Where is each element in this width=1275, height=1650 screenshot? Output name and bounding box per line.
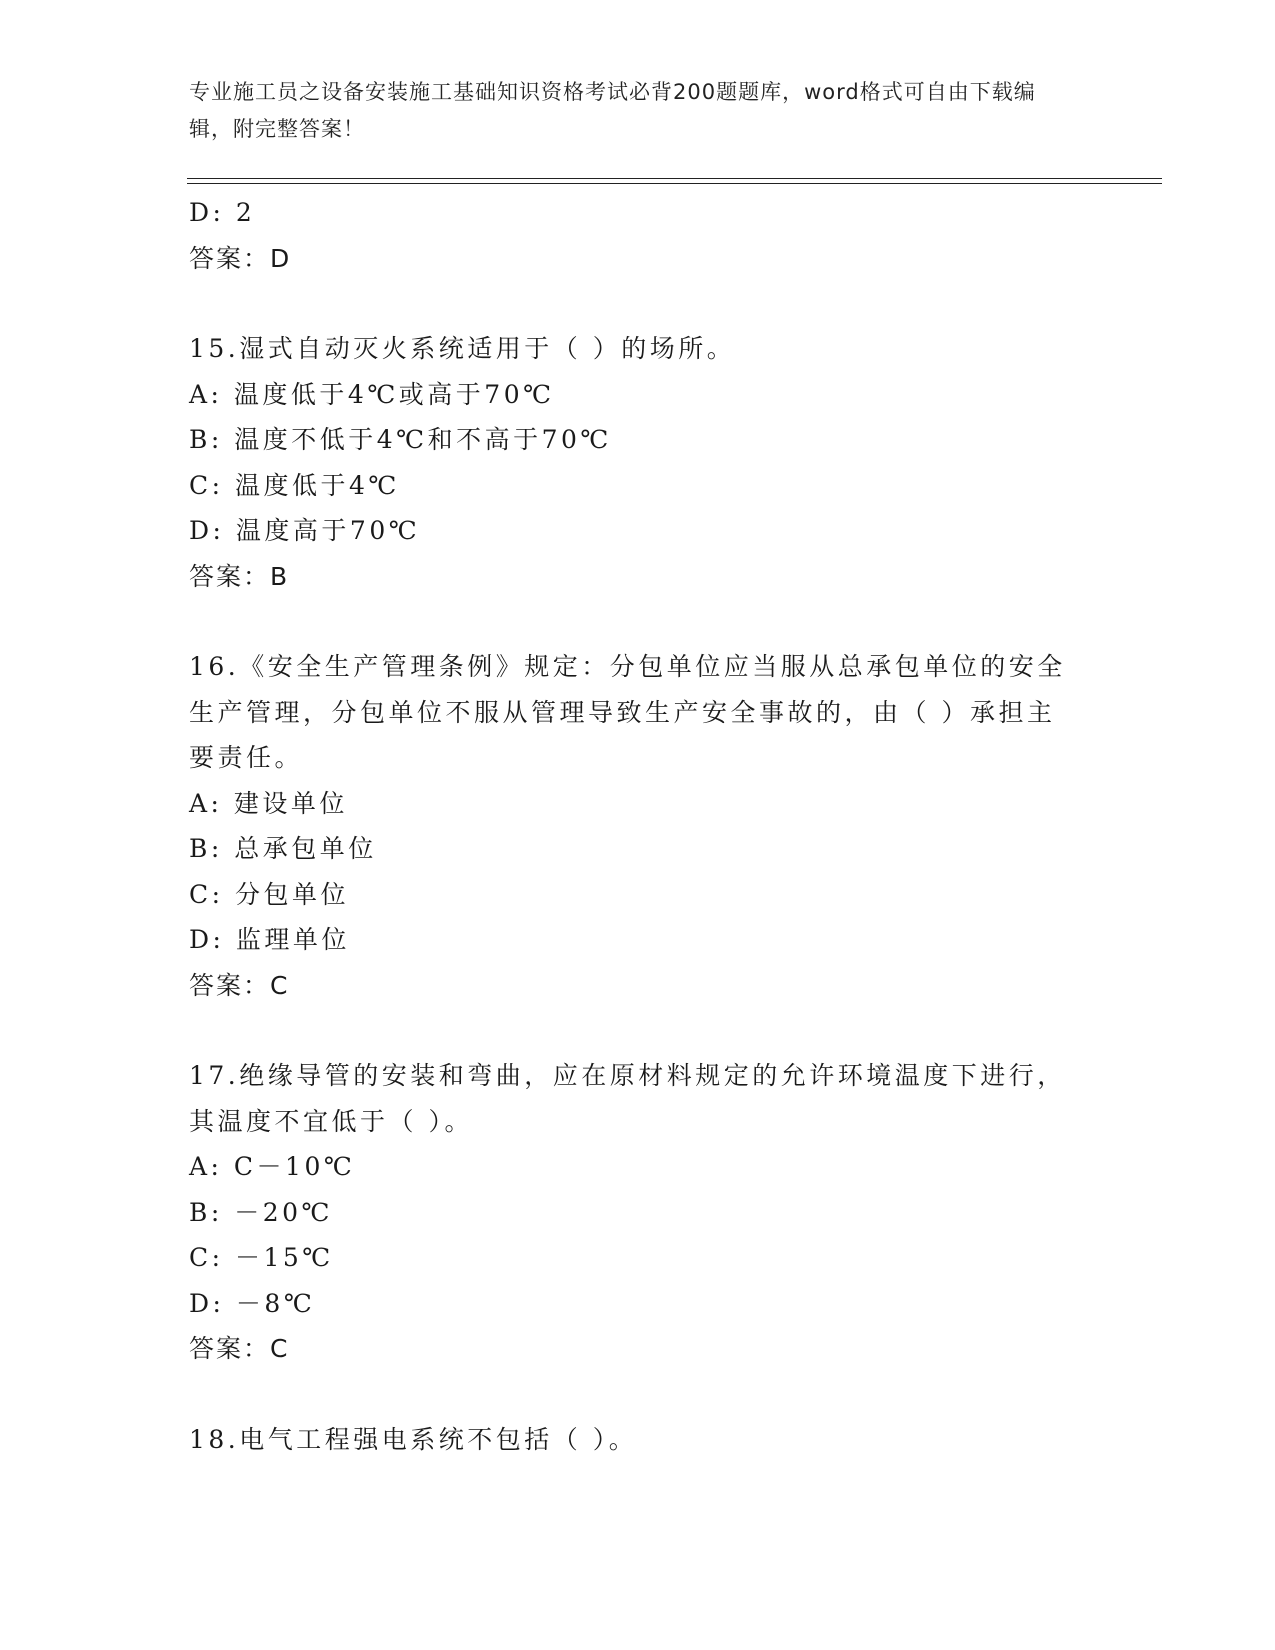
option-a: A: 建设单位 (189, 788, 348, 818)
spacer (189, 599, 1089, 644)
option-b: B: 总承包单位 (189, 834, 377, 863)
option-b: B: －20℃ (189, 1197, 334, 1227)
spacer (189, 281, 1089, 326)
question-stem: 17.绝缘导管的安装和弯曲，应在原材料规定的允许环境温度下进行，其温度不宜低于（ ）。 (189, 1061, 1066, 1136)
option-c: C: －15℃ (189, 1243, 334, 1272)
question-block-15 (189, 326, 1089, 599)
header-divider (187, 178, 1162, 184)
question-block-prev (189, 190, 1089, 281)
question-stem: 15.湿式自动灭火系统适用于（ ）的场所。 (189, 334, 736, 363)
option-d: D: 监理单位 (189, 925, 350, 954)
option-d: D: －8℃ (189, 1288, 316, 1318)
question-stem: 18.电气工程强电系统不包括（ ）。 (189, 1424, 638, 1454)
question-list (189, 190, 1089, 1462)
option-d: D: 温度高于70℃ (189, 516, 421, 545)
option-c: C: 分包单位 (189, 879, 349, 909)
answer-line: 答案：C (189, 970, 290, 1000)
answer-line: 答案：D (189, 243, 292, 273)
answer-line: 答案：B (189, 561, 290, 591)
question-block-18 (189, 1417, 1089, 1463)
option-b: B: 温度不低于4℃和不高于70℃ (189, 425, 612, 454)
option-a: A: C－10℃ (189, 1152, 356, 1181)
spacer (189, 1008, 1089, 1053)
option-a: A: 温度低于4℃或高于70℃ (189, 379, 555, 409)
question-stem: 16.《安全生产管理条例》规定：分包单位应当服从总承包单位的安全生产管理，分包单位不服从管理导致生产安全事故的，由（ ）承担主要责任。 (189, 652, 1066, 772)
question-block-16 (189, 644, 1089, 1008)
option-d: D: 2 (189, 198, 256, 227)
page-header: 专业施工员之设备安装施工基础知识资格考试必背200题题库，word格式可自由下载编辑，附完整答案！ (189, 80, 1036, 141)
option-c: C: 温度低于4℃ (189, 470, 400, 500)
spacer (189, 1372, 1089, 1417)
answer-line: 答案：C (189, 1334, 290, 1363)
question-block-17 (189, 1053, 1089, 1372)
